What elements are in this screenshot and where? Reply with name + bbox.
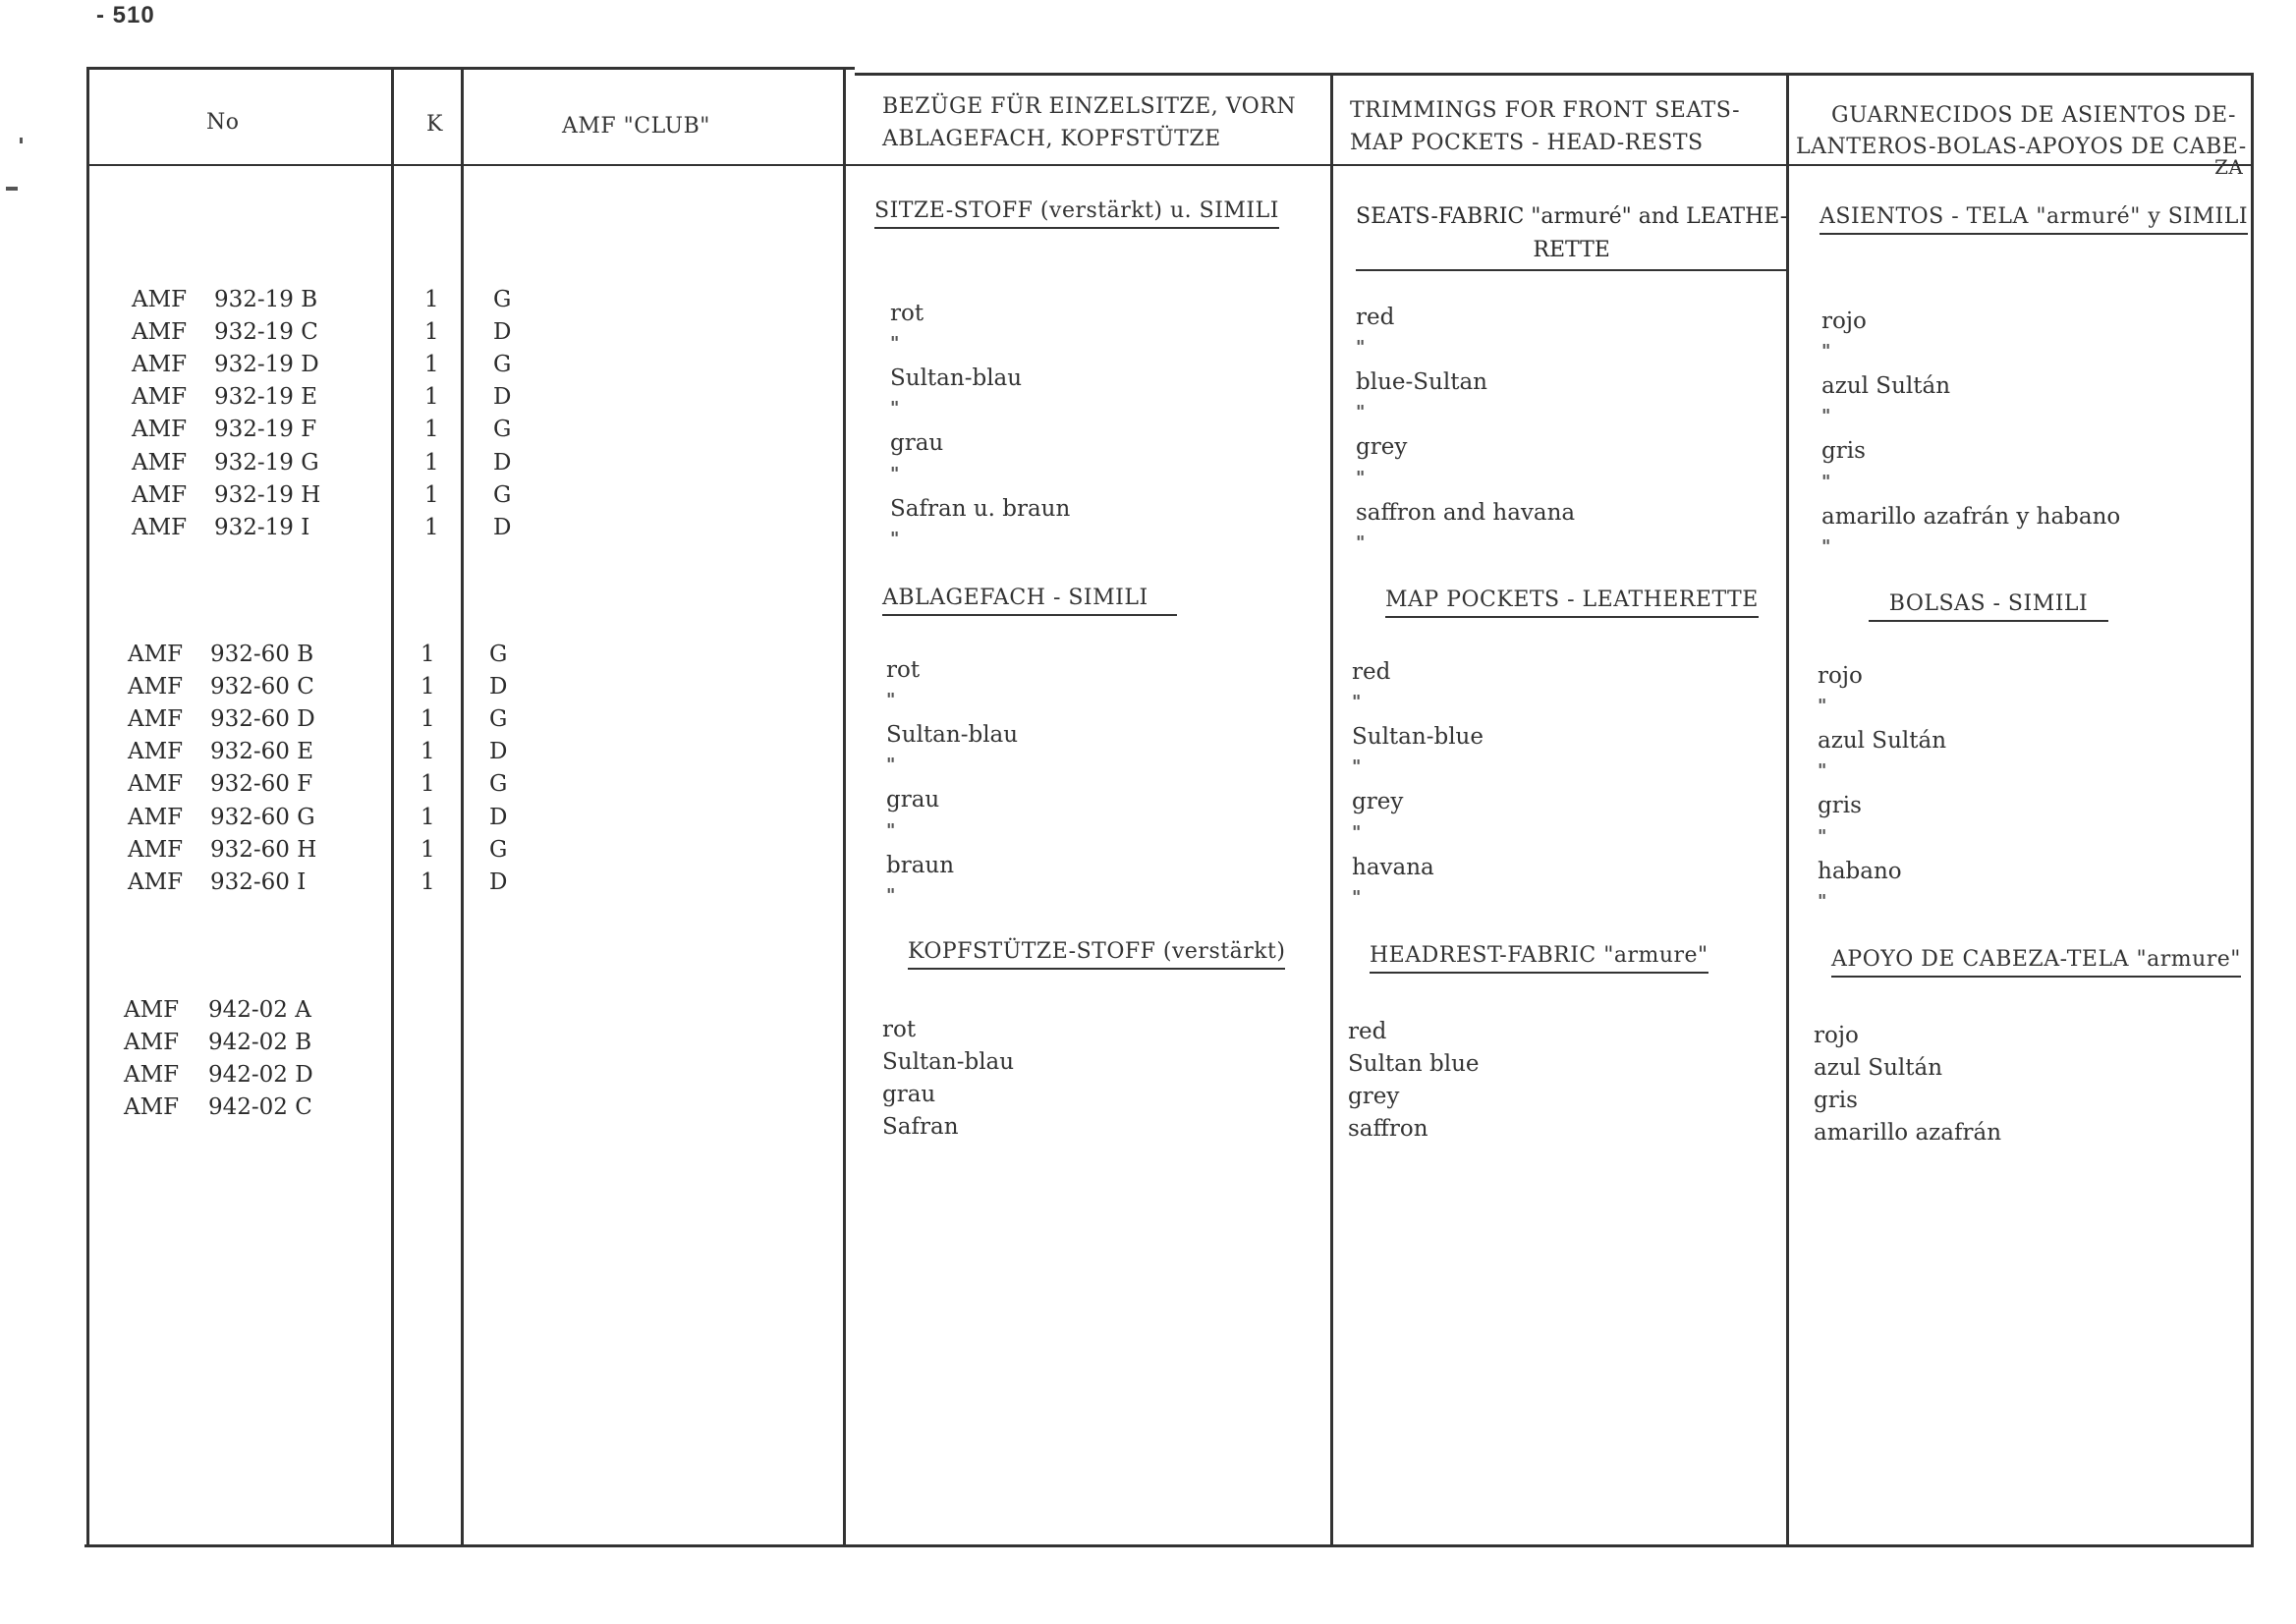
table-cell-prefix: AMF — [128, 836, 184, 863]
table-cell-side: D — [489, 868, 508, 895]
table-cell-es: rojo — [1818, 663, 1863, 689]
table-cell-en: " — [1352, 886, 1362, 908]
table-cell-k: 1 — [424, 481, 439, 508]
table-cell-prefix: AMF — [124, 1062, 180, 1089]
table-cell-es: gris — [1814, 1088, 1858, 1114]
section-title-spanish: BOLSAS - SIMILI — [1869, 591, 2108, 622]
table-cell-prefix: AMF — [124, 1030, 180, 1056]
table-cell-k: 1 — [424, 417, 439, 443]
header-spanish-line: GUARNECIDOS DE ASIENTOS DE- — [1831, 103, 2236, 128]
table-cell-k: 1 — [420, 642, 435, 667]
table-bottom-border — [84, 1544, 2254, 1547]
table-cell-de: rot — [886, 657, 921, 683]
table-cell-es: " — [1818, 760, 1827, 782]
column-divider — [1330, 73, 1333, 1546]
table-cell-en: " — [1352, 756, 1362, 778]
header-english-line: TRIMMINGS FOR FRONT SEATS- — [1350, 98, 1741, 123]
table-cell-de: rot — [890, 301, 924, 326]
section-title-line: RETTE — [1533, 238, 1610, 262]
table-cell-de: grau — [882, 1082, 936, 1108]
table-cell-side: G — [489, 706, 508, 733]
table-cell-es: " — [1821, 406, 1831, 427]
table-cell-number: 932-19 F — [214, 417, 317, 443]
table-cell-de: " — [886, 884, 896, 906]
header-no: No — [206, 110, 240, 135]
table-cell-de: Sultan-blau — [890, 365, 1023, 392]
table-cell-es: gris — [1821, 438, 1866, 465]
table-cell-de: Safran u. braun — [890, 495, 1071, 522]
table-cell-side: D — [493, 514, 512, 540]
table-cell-side: G — [493, 481, 512, 508]
table-cell-en: red — [1352, 659, 1391, 685]
table-cell-number: 942-02 A — [208, 997, 311, 1023]
table-cell-prefix: AMF — [132, 287, 188, 312]
table-cell-number: 932-60 B — [210, 642, 314, 667]
table-cell-es: " — [1818, 696, 1827, 717]
table-top-border — [855, 73, 2254, 76]
table-cell-en: red — [1356, 305, 1395, 330]
column-divider — [391, 67, 394, 1546]
table-cell-es: azul Sultán — [1821, 373, 1951, 400]
table-cell-prefix: AMF — [128, 739, 184, 765]
table-cell-en: Sultan blue — [1348, 1051, 1480, 1078]
table-cell-es: amarillo azafrán — [1814, 1120, 2002, 1147]
table-cell-side: G — [493, 417, 512, 443]
table-cell-prefix: AMF — [128, 706, 184, 733]
table-cell-en: " — [1356, 402, 1366, 423]
table-cell-side: G — [493, 352, 512, 378]
table-cell-en: havana — [1352, 854, 1434, 880]
table-cell-de: " — [890, 463, 900, 484]
table-cell-k: 1 — [424, 384, 439, 411]
column-divider — [843, 69, 846, 1546]
table-cell-number: 932-19 D — [214, 352, 319, 378]
table-cell-prefix: AMF — [132, 319, 188, 346]
section-title-english: MAP POCKETS - LEATHERETTE — [1385, 588, 1759, 618]
table-cell-number: 932-19 I — [214, 514, 310, 540]
table-cell-k: 1 — [424, 352, 439, 378]
header-english — [1350, 94, 1740, 159]
header-club: AMF "CLUB" — [562, 114, 710, 139]
table-cell-en: Sultan-blue — [1352, 724, 1484, 751]
table-cell-es: azul Sultán — [1814, 1055, 1943, 1082]
table-cell-es: azul Sultán — [1818, 728, 1947, 755]
table-cell-k: 1 — [424, 287, 439, 312]
table-cell-k: 1 — [420, 868, 435, 895]
table-cell-de: " — [890, 528, 900, 549]
table-cell-number: 942-02 B — [208, 1030, 312, 1056]
table-cell-number: 932-60 E — [210, 739, 314, 765]
page-number: - 510 — [96, 2, 155, 28]
table-cell-es: " — [1821, 535, 1831, 557]
header-spanish-line: ZA — [2214, 155, 2244, 179]
header-k: K — [426, 112, 443, 137]
table-cell-number: 942-02 D — [208, 1062, 313, 1089]
table-cell-prefix: AMF — [128, 868, 184, 895]
table-cell-side: D — [493, 319, 512, 346]
scan-speck — [20, 138, 23, 143]
table-cell-de: grau — [890, 430, 944, 457]
table-cell-prefix: AMF — [128, 674, 184, 700]
table-cell-en: " — [1352, 692, 1362, 713]
table-cell-en: saffron — [1348, 1116, 1428, 1143]
header-german — [882, 90, 1296, 155]
table-cell-prefix: AMF — [124, 997, 180, 1023]
table-cell-es: " — [1818, 890, 1827, 912]
table-cell-prefix: AMF — [132, 514, 188, 540]
table-cell-de: rot — [882, 1017, 917, 1042]
table-cell-prefix: AMF — [128, 642, 184, 667]
table-cell-en: grey — [1352, 789, 1404, 815]
table-cell-prefix: AMF — [132, 384, 188, 411]
table-cell-number: 942-02 C — [208, 1094, 312, 1121]
table-cell-side: D — [493, 384, 512, 411]
table-cell-en: " — [1356, 467, 1366, 488]
table-top-border — [88, 67, 855, 70]
section-title-english — [1356, 200, 1787, 271]
table-cell-es: amarillo azafrán y habano — [1821, 503, 2121, 530]
table-cell-de: Sultan-blau — [886, 722, 1019, 749]
table-cell-de: grau — [886, 787, 940, 813]
table-cell-side: G — [489, 642, 508, 667]
table-cell-k: 1 — [420, 804, 435, 830]
section-title-german: SITZE-STOFF (verstärkt) u. SIMILI — [874, 198, 1279, 229]
table-cell-side: D — [489, 804, 508, 830]
table-cell-k: 1 — [420, 836, 435, 863]
table-cell-de: " — [886, 690, 896, 711]
table-cell-es: " — [1821, 471, 1831, 492]
table-cell-prefix: AMF — [128, 771, 184, 798]
header-english-line: MAP POCKETS - HEAD-RESTS — [1350, 131, 1704, 155]
table-cell-number: 932-60 F — [210, 771, 313, 798]
table-cell-es: " — [1821, 341, 1831, 363]
table-cell-de: Safran — [882, 1114, 959, 1141]
table-cell-k: 1 — [424, 514, 439, 540]
header-german-line: BEZÜGE FÜR EINZELSITZE, VORN — [882, 94, 1297, 119]
scan-speck — [6, 187, 18, 191]
table-cell-k: 1 — [420, 771, 435, 798]
table-cell-de: " — [886, 819, 896, 841]
table-cell-en: blue-Sultan — [1356, 369, 1487, 396]
section-title-english: HEADREST-FABRIC "armure" — [1370, 943, 1708, 974]
table-cell-side: G — [489, 771, 508, 798]
table-cell-number: 932-19 C — [214, 319, 318, 346]
section-title-spanish: ASIENTOS - TELA "armuré" y SIMILI — [1820, 204, 2248, 235]
table-cell-es: rojo — [1814, 1023, 1859, 1048]
section-title-german: KOPFSTÜTZE-STOFF (verstärkt) — [908, 939, 1285, 970]
table-cell-number: 932-19 H — [214, 481, 321, 508]
section-title-line: SEATS-FABRIC "armuré" and LEATHE- — [1356, 204, 1788, 229]
header-german-line: ABLAGEFACH, KOPFSTÜTZE — [882, 127, 1221, 151]
table-cell-prefix: AMF — [132, 481, 188, 508]
table-cell-prefix: AMF — [132, 417, 188, 443]
table-cell-es: gris — [1818, 793, 1862, 819]
table-cell-de: " — [890, 333, 900, 355]
column-divider — [86, 67, 89, 1546]
table-cell-en: red — [1348, 1019, 1387, 1044]
header-divider — [88, 164, 2254, 166]
table-cell-en: " — [1356, 337, 1366, 359]
table-cell-prefix: AMF — [124, 1094, 180, 1121]
table-cell-es: habano — [1818, 858, 1902, 884]
table-cell-k: 1 — [420, 739, 435, 765]
table-cell-number: 932-60 D — [210, 706, 315, 733]
table-cell-en: grey — [1356, 434, 1408, 461]
table-cell-side: G — [493, 287, 512, 312]
table-cell-k: 1 — [420, 706, 435, 733]
table-cell-en: " — [1352, 821, 1362, 843]
table-cell-en: grey — [1348, 1084, 1400, 1110]
table-cell-k: 1 — [420, 674, 435, 700]
table-cell-side: D — [489, 674, 508, 700]
table-cell-number: 932-60 G — [210, 804, 315, 830]
table-cell-prefix: AMF — [132, 449, 188, 476]
table-cell-k: 1 — [424, 319, 439, 346]
table-cell-number: 932-19 E — [214, 384, 318, 411]
table-cell-es: " — [1818, 825, 1827, 847]
column-divider — [461, 67, 464, 1546]
table-cell-de: " — [890, 398, 900, 420]
header-spanish-line: LANTEROS-BOLAS-APOYOS DE CABE- — [1796, 135, 2247, 159]
table-cell-prefix: AMF — [128, 804, 184, 830]
table-cell-k: 1 — [424, 449, 439, 476]
table-cell-es: rojo — [1821, 308, 1867, 334]
table-cell-de: " — [886, 755, 896, 776]
table-cell-number: 932-19 G — [214, 449, 319, 476]
table-cell-side: G — [489, 836, 508, 863]
table-cell-number: 932-60 H — [210, 836, 317, 863]
table-cell-number: 932-60 I — [210, 868, 307, 895]
table-cell-prefix: AMF — [132, 352, 188, 378]
column-divider — [2251, 73, 2254, 1546]
section-title-spanish: APOYO DE CABEZA-TELA "armure" — [1831, 947, 2241, 978]
table-cell-side: D — [489, 739, 508, 765]
table-cell-en: saffron and havana — [1356, 499, 1576, 526]
table-cell-de: Sultan-blau — [882, 1049, 1015, 1076]
table-cell-de: braun — [886, 852, 955, 878]
table-cell-number: 932-60 C — [210, 674, 314, 700]
section-title-german: ABLAGEFACH - SIMILI — [882, 586, 1177, 616]
header-spanish — [1796, 100, 2247, 179]
table-cell-side: D — [493, 449, 512, 476]
column-divider — [1786, 73, 1789, 1546]
table-cell-en: " — [1356, 532, 1366, 553]
table-cell-number: 932-19 B — [214, 287, 318, 312]
